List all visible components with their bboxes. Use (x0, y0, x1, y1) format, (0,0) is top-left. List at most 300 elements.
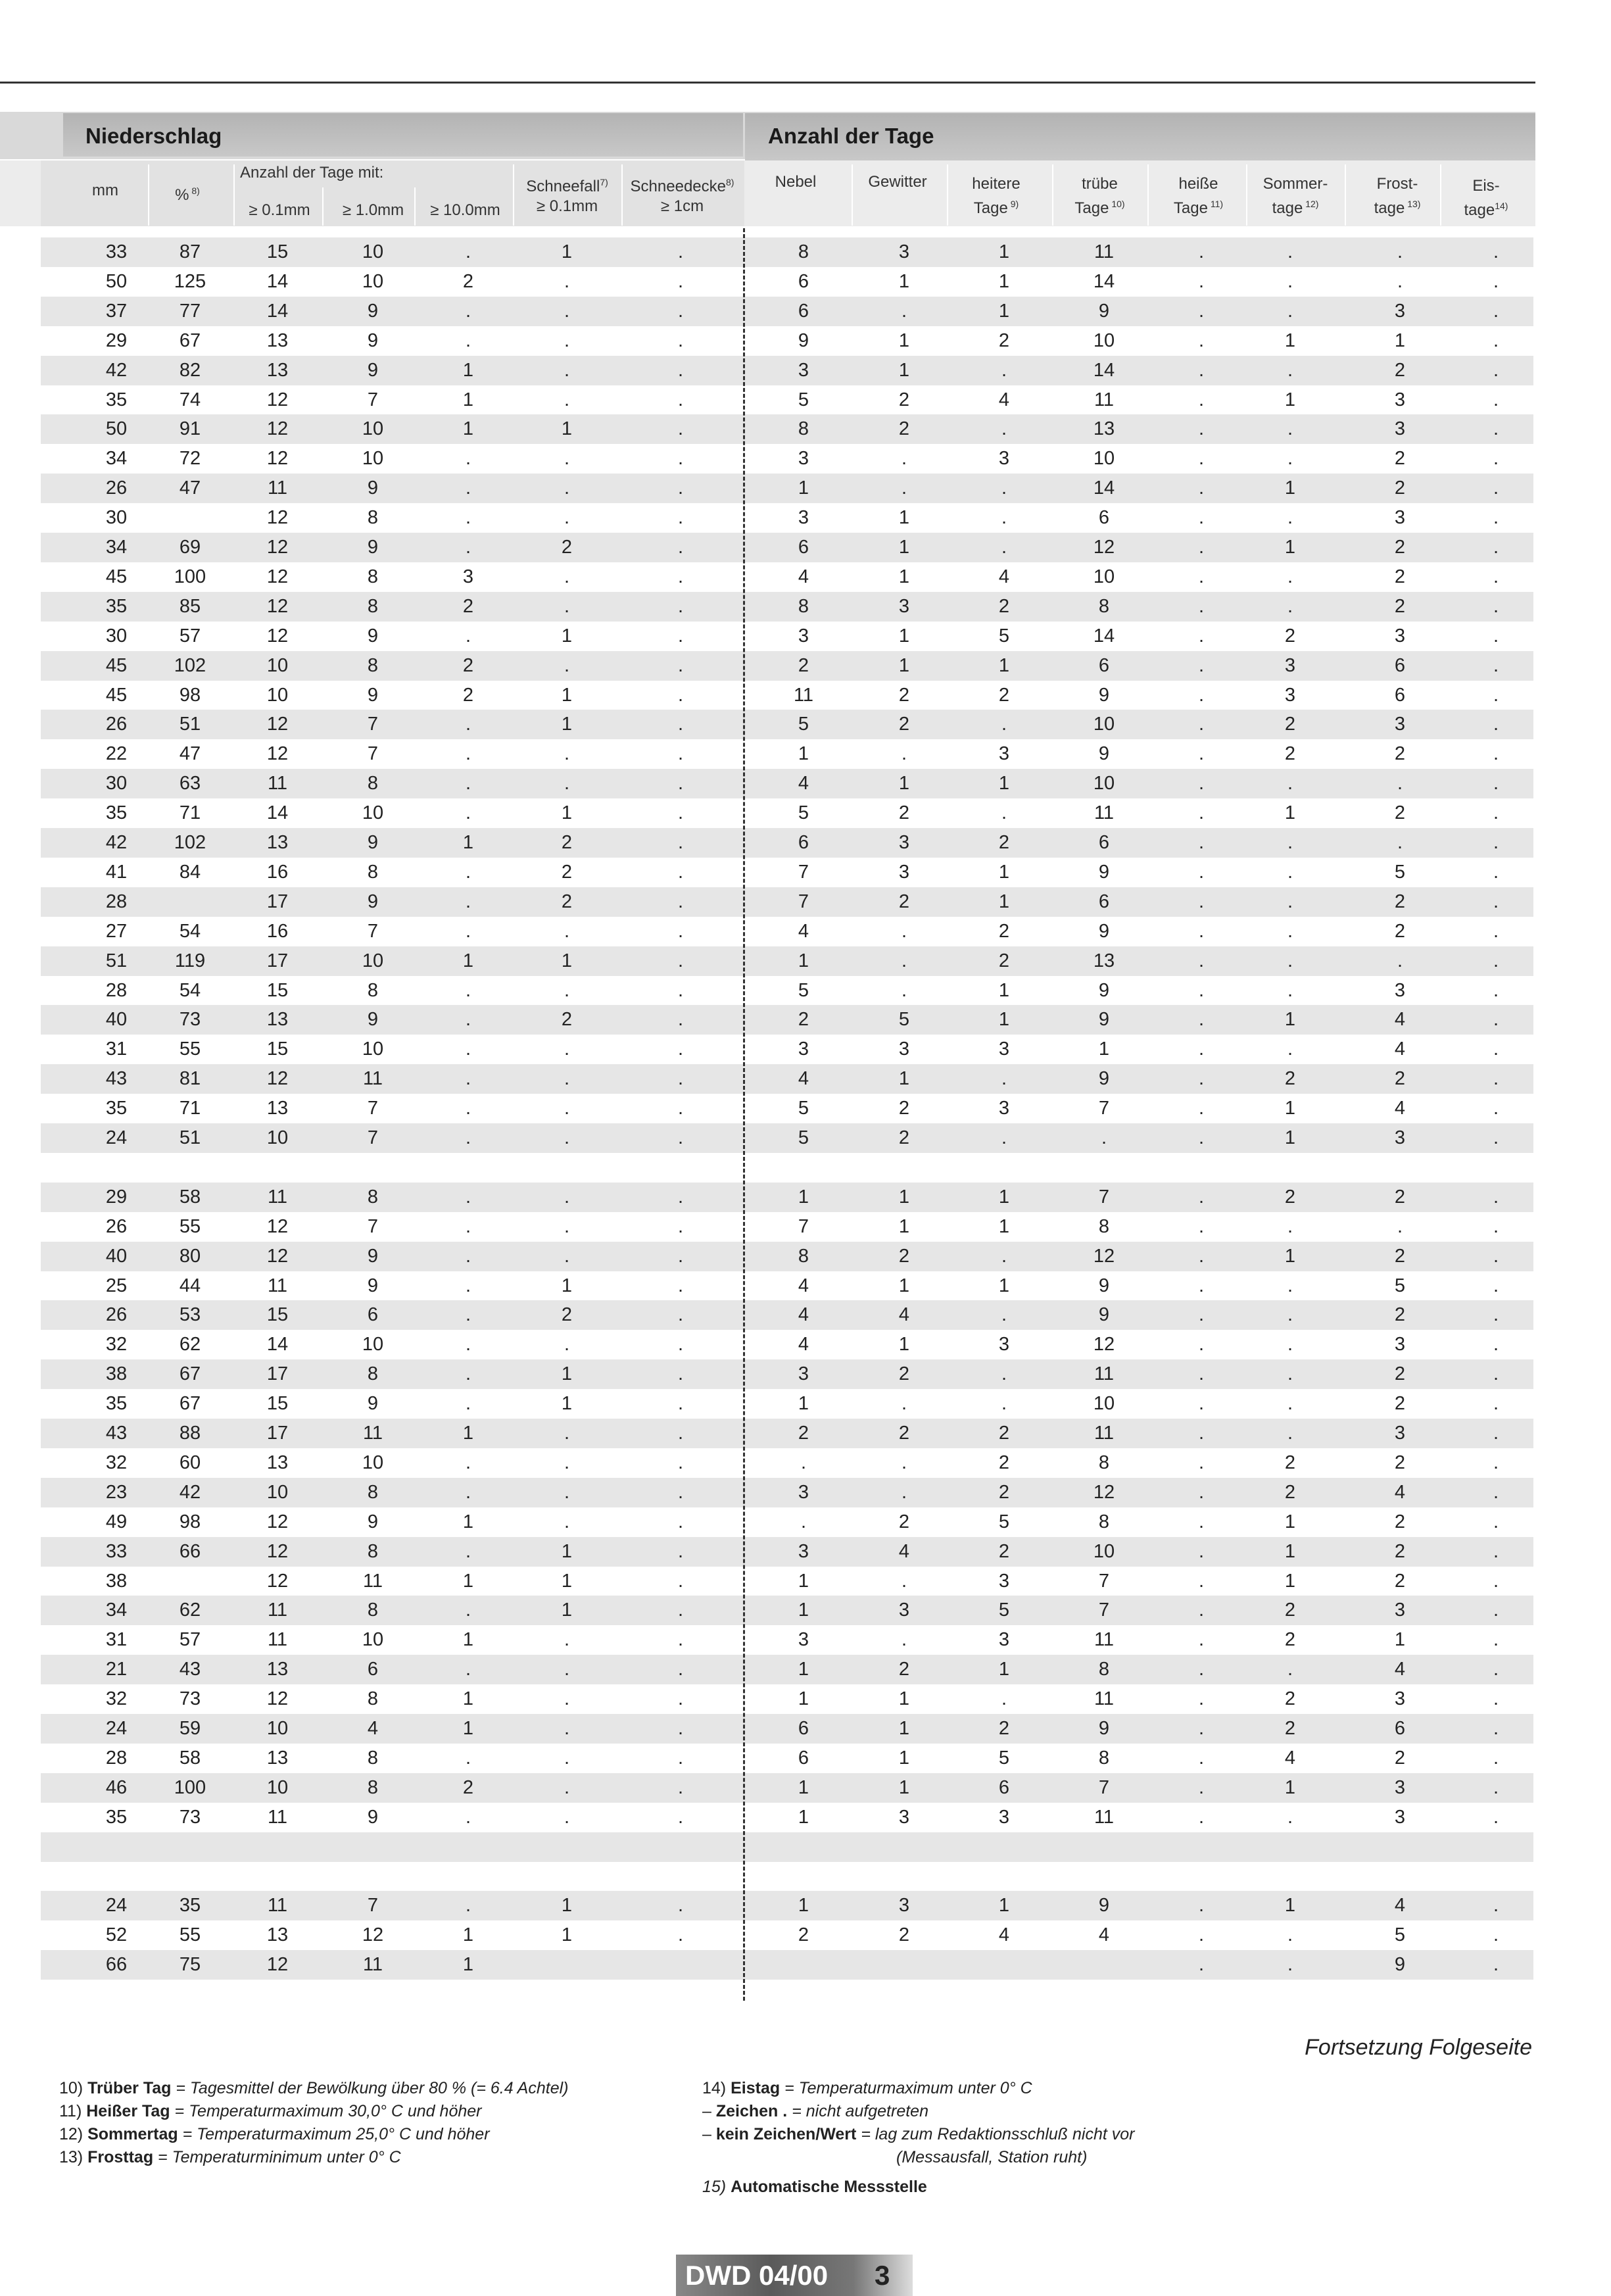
table-cell: . (1287, 1275, 1293, 1296)
table-cell: 8 (1098, 1452, 1110, 1473)
table-cell: . (1493, 1659, 1499, 1680)
table-cell: . (677, 1452, 684, 1473)
table-cell: 3 (998, 743, 1010, 765)
table-cell: 58 (179, 1186, 201, 1208)
table-cell: 3 (798, 1540, 809, 1562)
table-cell: . (1198, 1895, 1205, 1917)
table-cell (868, 1950, 940, 1980)
table-cell: 12 (266, 566, 289, 587)
table-cell: 52 (105, 1924, 128, 1946)
col-mm: mm (92, 182, 118, 199)
table-cell: 2 (898, 1245, 910, 1267)
table-cell: . (1198, 507, 1205, 529)
table-cell: 9 (367, 1511, 379, 1532)
table-cell: . (1198, 861, 1205, 883)
table-cell: . (1001, 1304, 1007, 1326)
table-cell: . (1287, 773, 1293, 794)
table-cell: 9 (367, 891, 379, 912)
table-cell: 6 (367, 1659, 379, 1680)
table-cell: 1 (561, 1275, 573, 1296)
table-cell: 2 (998, 950, 1010, 971)
table-cell: 9 (1098, 1068, 1110, 1090)
top-rule (0, 82, 1535, 84)
table-cell: 4 (798, 1068, 809, 1090)
table-cell: . (677, 448, 684, 470)
table-cell: 7 (1098, 1776, 1110, 1798)
table-cell: 11 (1094, 1363, 1115, 1385)
table-cell: 3 (898, 595, 910, 617)
table-cell: 2 (1284, 1186, 1296, 1208)
table-cell: 1 (798, 1806, 809, 1828)
col-schneefall: Schneefall$^{7)}$ ≥ 0.1mm (526, 177, 608, 215)
table-cell: . (677, 1895, 684, 1917)
table-cell: 12 (266, 625, 289, 647)
table-cell: 85 (179, 595, 201, 617)
table-cell: 2 (898, 1659, 910, 1680)
table-cell: . (1001, 507, 1007, 529)
table-cell: 3 (798, 448, 809, 470)
table-cell: 35 (105, 1806, 128, 1828)
table-cell: 80 (179, 1245, 201, 1267)
table-row (41, 976, 1533, 1006)
table-cell: 10 (1093, 773, 1115, 794)
table-cell: 2 (1284, 1068, 1296, 1090)
table-cell: . (1198, 241, 1205, 262)
table-cell: 2 (898, 1098, 910, 1119)
table-row (41, 385, 1533, 415)
table-cell: . (1493, 1275, 1499, 1296)
table-cell: 4 (1098, 1924, 1110, 1946)
table-cell: 1 (1284, 1009, 1296, 1031)
table-cell: 2 (561, 537, 573, 558)
table-cell: 9 (367, 330, 379, 351)
table-cell: . (564, 1452, 570, 1473)
table-cell: 41 (105, 861, 128, 883)
table-cell: 40 (105, 1009, 128, 1031)
table-cell: 11 (1094, 389, 1115, 410)
table-cell: 10 (266, 1481, 289, 1503)
table-cell: 2 (1394, 1570, 1406, 1592)
table-cell: . (1101, 1127, 1107, 1148)
table-cell: . (1198, 1009, 1205, 1031)
table-cell: 1 (898, 1275, 910, 1296)
table-cell: 1 (998, 1275, 1010, 1296)
table-cell: 12 (266, 1215, 289, 1237)
table-cell: . (1287, 832, 1293, 853)
table-cell: 1 (898, 654, 910, 676)
table-cell: 2 (898, 1363, 910, 1385)
table-cell: 1 (998, 1215, 1010, 1237)
table-cell: 1 (898, 330, 910, 351)
table-row (41, 946, 1533, 976)
table-cell: 2 (898, 1511, 910, 1532)
table-cell: 2 (998, 684, 1010, 706)
table-cell: . (465, 1304, 471, 1326)
table-cell: . (677, 1806, 684, 1828)
table-cell: 9 (798, 330, 809, 351)
table-cell: . (1493, 1600, 1499, 1621)
table-cell: . (1198, 1806, 1205, 1828)
table-cell: 14 (1093, 477, 1115, 499)
table-cell: 4 (798, 1304, 809, 1326)
table-cell: 13 (266, 1452, 289, 1473)
table-cell: . (465, 891, 471, 912)
table-cell: 2 (1394, 1540, 1406, 1562)
table-cell: . (564, 743, 570, 765)
table-cell: 49 (105, 1511, 128, 1532)
table-cell: 12 (362, 1924, 384, 1946)
table-cell: 11 (267, 1629, 288, 1651)
table-cell: . (564, 595, 570, 617)
table-cell: 2 (1284, 1629, 1296, 1651)
table-row (41, 533, 1533, 562)
table-cell: . (465, 714, 471, 735)
footnote: 14) Eistag = Temperaturmaximum unter 0° C (702, 2079, 1032, 2097)
col-anzahl-mit: Anzahl der Tage mit: (240, 164, 384, 182)
table-cell: 2 (998, 330, 1010, 351)
table-cell: . (1287, 950, 1293, 971)
table-cell: 8 (1098, 1215, 1110, 1237)
table-cell: 2 (998, 1540, 1010, 1562)
footnote: 13) Frosttag = Temperaturminimum unter 0° C (59, 2148, 401, 2166)
table-row (41, 1212, 1533, 1242)
table-cell: 9 (1098, 1895, 1110, 1917)
table-cell: 1 (462, 832, 474, 853)
table-cell: . (1287, 418, 1293, 440)
footnote: – Zeichen . = nicht aufgetreten (702, 2102, 928, 2120)
table-cell: 37 (105, 300, 128, 322)
table-cell: 1 (561, 1393, 573, 1415)
footnote: 10) Trüber Tag = Tagesmittel der Bewölkung über 80 % (= 6.4 Achtel) (59, 2079, 569, 2097)
table-cell: . (677, 891, 684, 912)
table-row (41, 651, 1533, 681)
table-cell: 1 (1284, 537, 1296, 558)
table-cell: . (677, 1511, 684, 1532)
table-cell: . (1287, 595, 1293, 617)
table-cell: 12 (266, 537, 289, 558)
table-cell: 10 (266, 684, 289, 706)
table-cell: . (1493, 270, 1499, 292)
table-cell: 3 (1394, 300, 1406, 322)
col-schneedecke: Schneedecke$^{8)}$ ≥ 1cm (630, 177, 734, 215)
table-cell: 1 (1284, 1511, 1296, 1532)
table-cell: 1 (1284, 389, 1296, 410)
table-cell: 35 (105, 802, 128, 824)
table-cell: 4 (798, 1275, 809, 1296)
table-cell: 88 (179, 1423, 201, 1444)
table-cell: 7 (1098, 1098, 1110, 1119)
table-cell: 1 (1394, 330, 1406, 351)
table-cell: 10 (362, 1452, 384, 1473)
table-cell: . (677, 1127, 684, 1148)
hdr-sep (1052, 164, 1053, 226)
table-cell: 2 (1394, 448, 1406, 470)
table-cell: 40 (105, 1245, 128, 1267)
table-cell: 43 (105, 1068, 128, 1090)
table-cell: 2 (1394, 920, 1406, 942)
table-cell: 12 (266, 1688, 289, 1710)
table-cell: 3 (1284, 654, 1296, 676)
table-cell: 12 (1093, 1245, 1115, 1267)
col-heitere: heitere Tage $^{9)}$ (972, 175, 1021, 217)
table-cell: 8 (367, 654, 379, 676)
table-cell: . (677, 241, 684, 262)
table-cell: 12 (266, 507, 289, 529)
table-cell: . (1198, 1423, 1205, 1444)
table-cell: . (677, 330, 684, 351)
table-cell: . (1287, 1806, 1293, 1828)
table-cell: 2 (1394, 1452, 1406, 1473)
table-cell: 14 (1093, 625, 1115, 647)
table-cell (154, 503, 226, 533)
table-cell: . (465, 300, 471, 322)
table-cell: 13 (266, 1098, 289, 1119)
table-cell: 35 (105, 389, 128, 410)
footnote: – kein Zeichen/Wert = lag zum Redaktionsschluß nicht vor (702, 2125, 1135, 2143)
table-cell: 3 (1394, 625, 1406, 647)
table-cell: 11 (267, 477, 288, 499)
table-cell: . (901, 950, 907, 971)
table-cell: 1 (798, 1895, 809, 1917)
table-cell: . (1198, 359, 1205, 381)
table-cell: 3 (998, 1334, 1010, 1356)
table-cell: . (1198, 1954, 1205, 1976)
table-cell: 2 (1394, 477, 1406, 499)
table-cell: 6 (1394, 684, 1406, 706)
table-cell: . (1493, 1363, 1499, 1385)
table-cell: . (1198, 1511, 1205, 1532)
table-row (41, 1123, 1533, 1153)
table-cell: 45 (105, 684, 128, 706)
table-cell: 9 (367, 300, 379, 322)
table-cell: 6 (367, 1304, 379, 1326)
table-cell: 43 (179, 1659, 201, 1680)
table-cell: 14 (266, 1334, 289, 1356)
table-cell: . (1493, 625, 1499, 647)
table-cell: 2 (561, 861, 573, 883)
table-cell: 2 (561, 891, 573, 912)
table-row (41, 1359, 1533, 1389)
table-cell: 8 (367, 1747, 379, 1769)
table-cell: 1 (998, 773, 1010, 794)
table-cell: 11 (267, 1895, 288, 1917)
table-cell: 8 (798, 241, 809, 262)
table-cell: . (901, 1393, 907, 1415)
table-cell: 21 (105, 1659, 128, 1680)
table-cell: . (1493, 1009, 1499, 1031)
table-cell: . (677, 359, 684, 381)
table-cell: . (1001, 1245, 1007, 1267)
table-cell: 1 (798, 1393, 809, 1415)
table-cell: 3 (998, 1570, 1010, 1592)
table-cell: 73 (179, 1688, 201, 1710)
table-cell: . (1198, 537, 1205, 558)
table-cell: 13 (266, 1009, 289, 1031)
col-eis: Eis- tage$^{14)}$ (1464, 177, 1508, 219)
table-cell: . (1287, 270, 1293, 292)
table-row (41, 503, 1533, 533)
table-cell: 15 (266, 979, 289, 1001)
table-cell: 11 (362, 1570, 383, 1592)
hdr-sep (322, 187, 324, 226)
table-cell: 35 (105, 595, 128, 617)
table-row (41, 1567, 1533, 1596)
table-cell: 5 (998, 1511, 1010, 1532)
table-cell: . (1493, 1718, 1499, 1739)
table-cell: . (1198, 1363, 1205, 1385)
hdr-sep (1147, 164, 1149, 226)
table-cell: . (564, 1688, 570, 1710)
table-cell: 1 (798, 1186, 809, 1208)
table-cell: 2 (462, 684, 474, 706)
table-cell: 9 (1098, 684, 1110, 706)
table-cell: 10 (362, 448, 384, 470)
table-cell: 12 (266, 743, 289, 765)
table-cell: 3 (1394, 1806, 1406, 1828)
table-cell: 4 (1394, 1659, 1406, 1680)
table-cell: 1 (998, 1895, 1010, 1917)
table-cell: 2 (998, 595, 1010, 617)
table-cell: . (901, 477, 907, 499)
table-cell: 5 (798, 714, 809, 735)
table-cell: . (677, 1215, 684, 1237)
table-cell: 2 (1284, 1688, 1296, 1710)
table-cell: . (1198, 1688, 1205, 1710)
table-cell: 1 (561, 1600, 573, 1621)
table-cell: 1 (1284, 1776, 1296, 1798)
table-cell: 4 (898, 1304, 910, 1326)
table-cell: . (677, 1540, 684, 1562)
table-cell: 3 (898, 241, 910, 262)
table-row (41, 769, 1533, 798)
table-cell: . (1397, 1215, 1403, 1237)
table-row (41, 887, 1533, 917)
issue-code: DWD 04/00 (685, 2260, 829, 2291)
table-cell: . (1198, 979, 1205, 1001)
table-cell: . (677, 1570, 684, 1592)
table-cell: 3 (1394, 1776, 1406, 1798)
table-cell: 2 (998, 920, 1010, 942)
hdr-sep (947, 164, 948, 226)
hdr-sep (852, 164, 853, 226)
col-frost: Frost- tage $^{13)}$ (1374, 175, 1421, 217)
table-cell: 1 (462, 1718, 474, 1739)
table-cell: 28 (105, 1747, 128, 1769)
table-cell: 1 (898, 566, 910, 587)
table-cell: . (677, 595, 684, 617)
table-cell: 15 (266, 1038, 289, 1060)
table-cell: . (1397, 270, 1403, 292)
table-cell: 1 (561, 418, 573, 440)
table-row (41, 297, 1533, 326)
table-cell: 1 (462, 1511, 474, 1532)
table-cell: . (1397, 773, 1403, 794)
table-cell: 11 (267, 1806, 288, 1828)
table-cell: 2 (898, 802, 910, 824)
table-cell: 26 (105, 1215, 128, 1237)
table-cell: . (901, 743, 907, 765)
table-cell: 102 (174, 654, 206, 676)
table-cell: 9 (1098, 300, 1110, 322)
table-cell: 7 (367, 920, 379, 942)
table-cell: . (1493, 1747, 1499, 1769)
table-cell: 13 (266, 1659, 289, 1680)
table-cell: 8 (367, 1481, 379, 1503)
table-cell: 81 (179, 1068, 201, 1090)
table-cell: 42 (105, 832, 128, 853)
table-cell: 30 (105, 773, 128, 794)
table-cell: 34 (105, 537, 128, 558)
table-cell: . (564, 1098, 570, 1119)
table-cell: 3 (1394, 1334, 1406, 1356)
table-cell: 1 (1284, 802, 1296, 824)
table-cell: . (1493, 1570, 1499, 1592)
table-cell: 3 (898, 861, 910, 883)
dashed-divider (743, 228, 745, 2001)
table-cell: 10 (362, 1334, 384, 1356)
table-cell: . (465, 1540, 471, 1562)
table-cell: 45 (105, 566, 128, 587)
table-cell: 13 (266, 1924, 289, 1946)
table-cell: . (465, 1452, 471, 1473)
table-cell: 1 (798, 1776, 809, 1798)
table-cell: 8 (367, 595, 379, 617)
table-cell: 31 (105, 1038, 128, 1060)
table-cell: 7 (798, 891, 809, 912)
table-cell: 1 (898, 1776, 910, 1798)
table-cell: 10 (1093, 714, 1115, 735)
table-cell: 38 (105, 1363, 128, 1385)
table-cell: 15 (266, 1304, 289, 1326)
table-cell: . (1198, 802, 1205, 824)
table-cell: . (1198, 330, 1205, 351)
table-cell: . (564, 1718, 570, 1739)
table-cell: . (1493, 1334, 1499, 1356)
table-cell: . (465, 861, 471, 883)
table-cell: 8 (1098, 1747, 1110, 1769)
page-number: 3 (875, 2260, 890, 2291)
table-cell: 11 (1094, 241, 1115, 262)
table-cell: 1 (462, 1688, 474, 1710)
table-cell: . (1493, 1924, 1499, 1946)
table-cell: 1 (561, 1540, 573, 1562)
table-cell: 9 (1098, 1304, 1110, 1326)
table-cell: . (1493, 359, 1499, 381)
table-cell: 100 (174, 566, 206, 587)
table-cell: 2 (1394, 1511, 1406, 1532)
table-cell: . (1397, 832, 1403, 853)
table-cell: 100 (174, 1776, 206, 1798)
table-cell: . (901, 1629, 907, 1651)
table-cell: 9 (367, 625, 379, 647)
table-cell: . (465, 1600, 471, 1621)
table-cell: . (1287, 300, 1293, 322)
anzahl-title: Anzahl der Tage (768, 124, 934, 148)
hdr-sep (1440, 164, 1441, 226)
table-cell: . (1493, 861, 1499, 883)
table-cell: 2 (1394, 1245, 1406, 1267)
table-cell: . (1287, 566, 1293, 587)
table-cell: 8 (367, 979, 379, 1001)
table-cell: 1 (998, 241, 1010, 262)
table-cell: . (677, 477, 684, 499)
table-cell: . (1198, 1629, 1205, 1651)
table-cell: 84 (179, 861, 201, 883)
table-cell: . (677, 1363, 684, 1385)
table-cell: 1 (898, 270, 910, 292)
hdr-sep (1345, 164, 1346, 226)
table-cell: 1 (561, 625, 573, 647)
